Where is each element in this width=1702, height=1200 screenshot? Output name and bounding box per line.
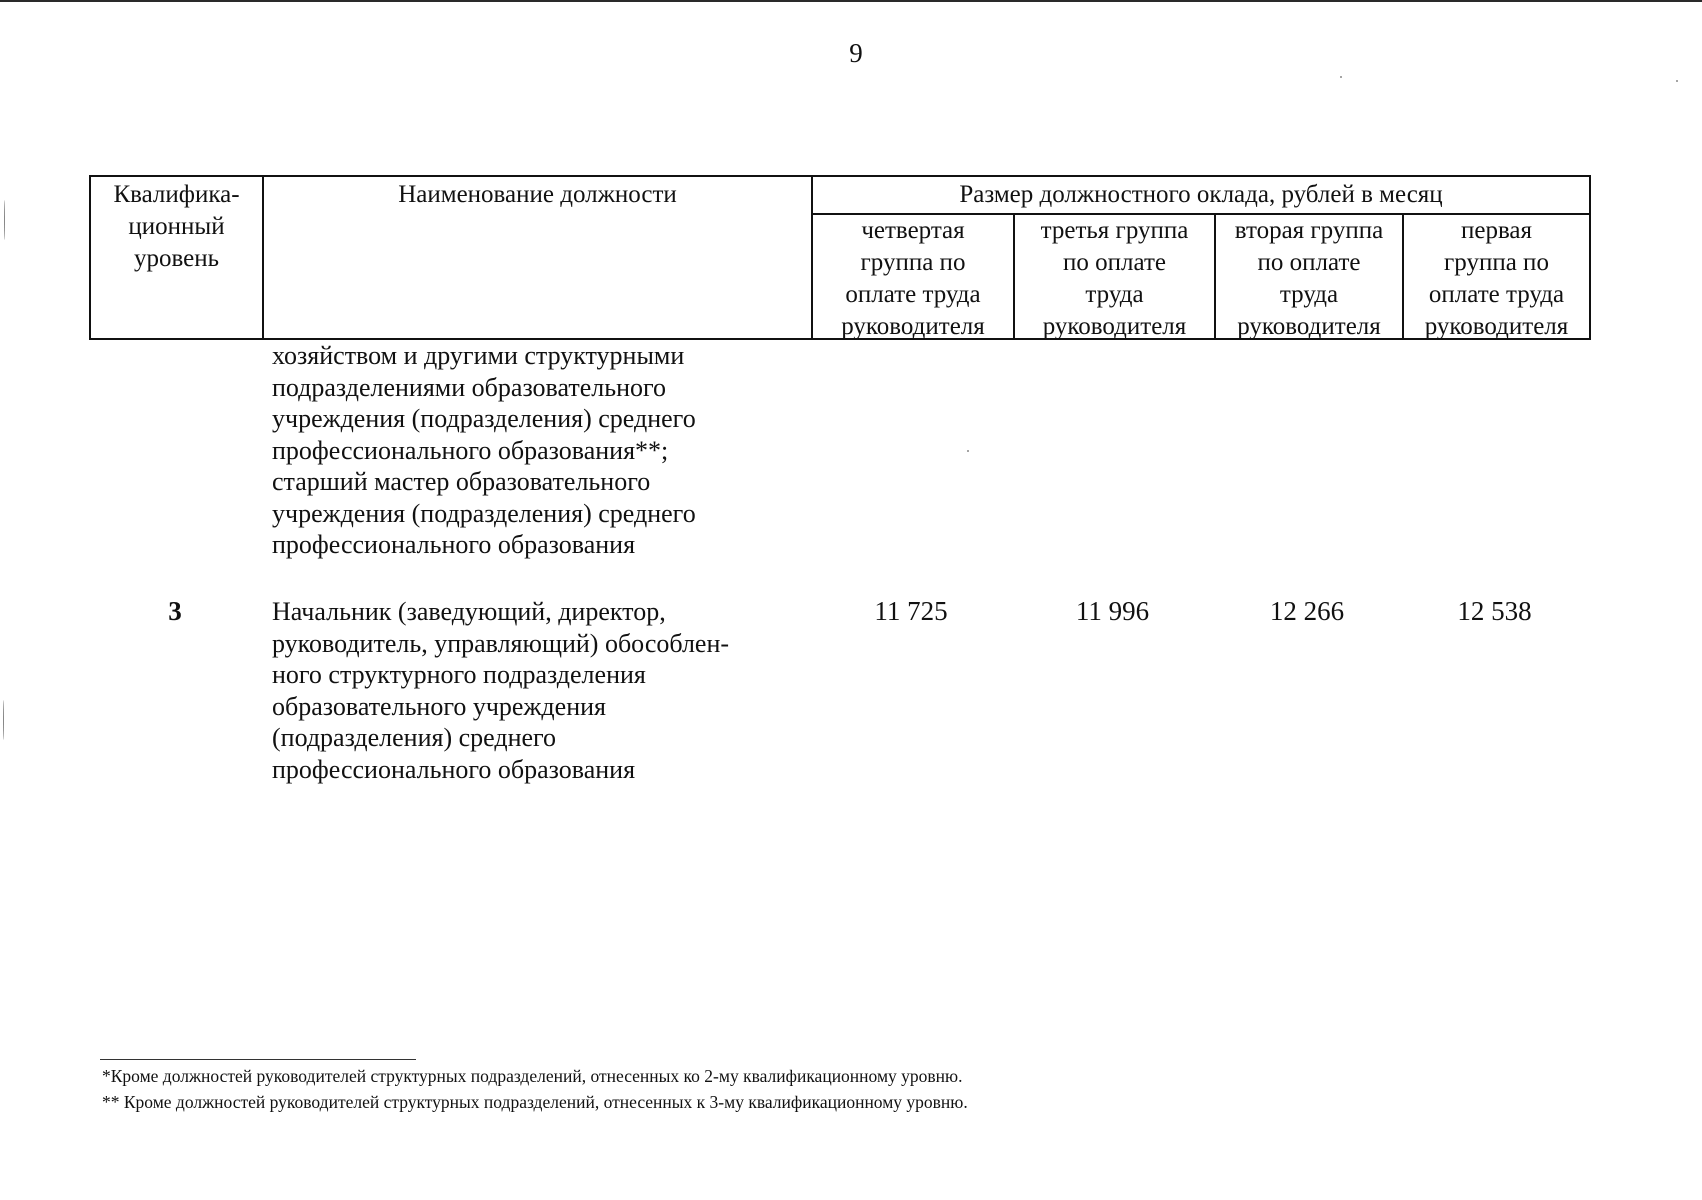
page-top-edge bbox=[0, 0, 1702, 2]
salary-group-3: 11 996 bbox=[1075, 596, 1150, 626]
salary-table-header bbox=[89, 175, 1591, 340]
footnote-2: ** Кроме должностей руководителей структурных подразделений, отнесенных к 3-му квалификационному уровню. bbox=[102, 1092, 968, 1112]
header-salary-caption: Размер должностного оклада, рублей в месяц bbox=[959, 181, 1443, 208]
header-group-2: вторая группа по оплате труда руководителя bbox=[1234, 217, 1384, 340]
salary-group-1: 12 538 bbox=[1457, 596, 1532, 626]
salary-group-4: 11 725 bbox=[874, 596, 948, 626]
header-group-1: первая группа по оплате труда руководителя bbox=[1424, 217, 1569, 340]
scan-speck bbox=[1676, 80, 1678, 82]
scan-speck bbox=[3, 700, 4, 740]
position-name-continuation: хозяйством и другими структурными подразделениями образовательного учреждения (подразделения) среднего профессионального образования**; старший мастер образовательного учреждения (подразделения) среднего профессионального образования bbox=[272, 341, 696, 559]
scan-speck bbox=[967, 450, 969, 452]
header-group-4: четвертая группа по оплате труда руководителя bbox=[841, 217, 985, 340]
footnote-1: *Кроме должностей руководителей структурных подразделений, отнесенных ко 2-му квалификационному уровню. bbox=[102, 1066, 963, 1086]
qualification-level-value: 3 bbox=[168, 596, 182, 626]
footnote-separator bbox=[100, 1059, 416, 1060]
position-name: Начальник (заведующий, директор, руководитель, управляющий) обособлен- ного структурного подразделения образовательного учреждения (подразделения) среднего профессионального образования bbox=[272, 597, 730, 784]
header-qualification-level: Квалифика- ционный уровень bbox=[113, 181, 240, 272]
page-number: 9 bbox=[849, 38, 863, 68]
salary-group-2: 12 266 bbox=[1269, 596, 1345, 626]
header-group-3: третья группа по оплате труда руководителя bbox=[1040, 217, 1189, 340]
scan-speck bbox=[4, 200, 5, 240]
header-position-name: Наименование должности bbox=[398, 181, 677, 208]
scan-speck bbox=[1340, 76, 1342, 78]
